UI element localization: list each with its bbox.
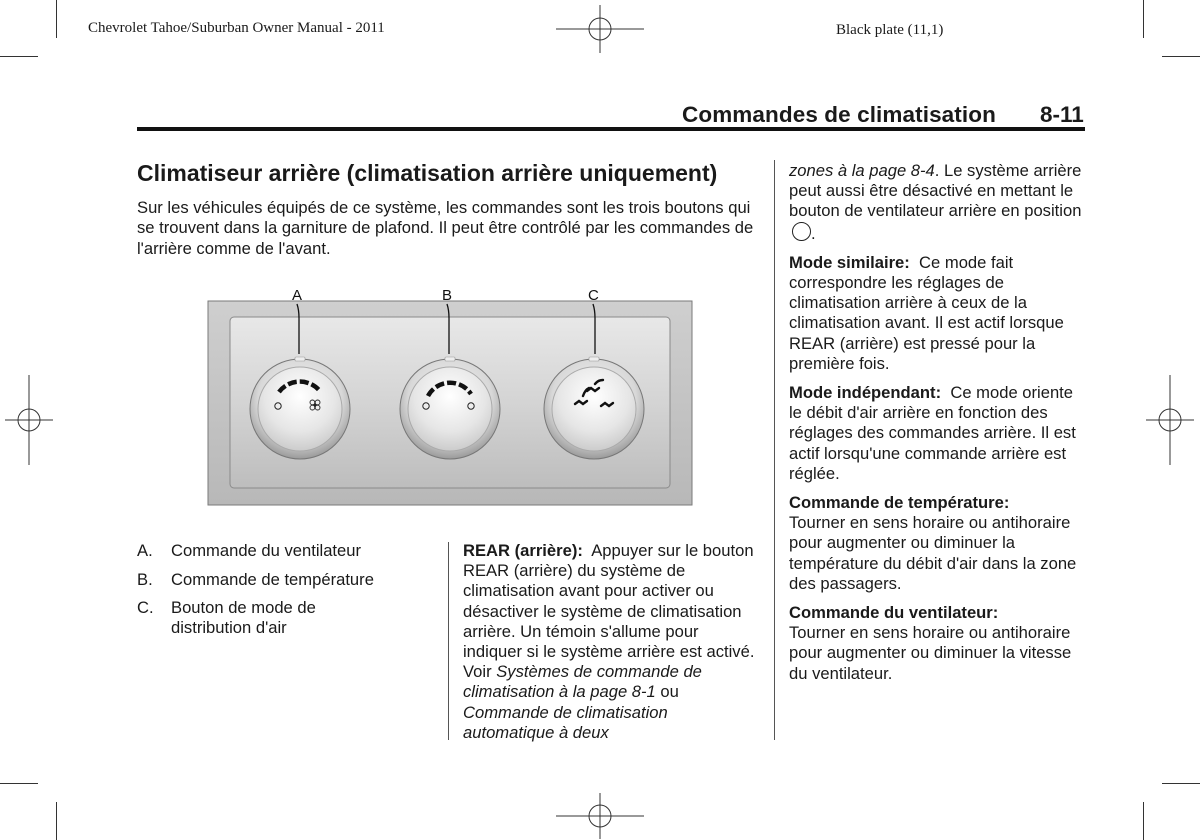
legend-item (137, 598, 437, 642)
rear-text: Appuyer sur le bouton REAR (arrière) du système de climatisation avant pour activer ou désactiver le système de climatisation arrière. Un témoin s'allume pour indiquer si le système arrière est activé. Voir (463, 541, 755, 682)
item-text: Tourner en sens horaire ou antihoraire pour augmenter ou diminuer la vitesse du ventilateur. (789, 623, 1072, 683)
rear-term: REAR (arrière): (463, 541, 583, 560)
item-term: Commande du ventilateur: (789, 603, 999, 623)
temperature-control-paragraph (789, 493, 1089, 594)
legend-text: Commande de température (171, 570, 374, 589)
article-intro: Sur les véhicules équipés de ce système, les commandes sont les trois boutons qui se trouvent dans la garniture de plafond. Il peut être contrôlé par les commandes de l'arrière comme de l'avant. (137, 198, 754, 258)
manual-title: Chevrolet Tahoe/Suburban Owner Manual - 2011 (88, 20, 385, 36)
registration-mark-icon (1146, 375, 1194, 465)
registration-mark-icon (5, 375, 53, 465)
crop-mark (1143, 0, 1144, 38)
legend-text: Commande du ventilateur (171, 541, 362, 560)
crop-mark (1162, 783, 1200, 784)
cross-reference-link[interactable]: zones à la page 8-4 (789, 161, 935, 180)
header-rule (137, 127, 1085, 131)
column-divider (448, 542, 449, 740)
crop-mark (56, 0, 57, 38)
registration-mark-icon (556, 5, 644, 53)
page-number: 8-11 (1040, 102, 1084, 127)
article-heading: Climatiseur arrière (climatisation arrière uniquement) (137, 160, 718, 186)
item-text: Ce mode oriente le débit d'air arrière en fonction des réglages des commandes arrière. Il est actif lorsqu'une commande arrière est réglée. (789, 383, 1076, 483)
continued-end: . (811, 223, 816, 243)
legend-letter: C. (137, 598, 154, 617)
section-title: Commandes de climatisation (682, 102, 996, 127)
callout-c: C (588, 287, 599, 304)
crop-mark (1143, 802, 1144, 840)
fan-control-paragraph (789, 603, 1089, 684)
item-text: Ce mode fait correspondre les réglages de climatisation arrière à ceux de la climatisation avant. Il est actif lorsque REAR (arrière) est pressé pour la première fois. (789, 252, 1064, 373)
crop-mark (0, 56, 38, 57)
rear-climate-control-figure (205, 284, 695, 509)
item-term: Commande de température: (789, 493, 1010, 513)
item-text: Tourner en sens horaire ou antihoraire pour augmenter ou diminuer la température du débit d'air dans la zone des passagers. (789, 513, 1077, 593)
plate-label: Black plate (11,1) (836, 22, 944, 38)
rear-button-paragraph (463, 541, 761, 743)
crop-mark (0, 783, 38, 784)
legend-letter: A. (137, 541, 153, 560)
legend-letter: B. (137, 570, 153, 589)
continued-paragraph (789, 161, 1089, 244)
legend-item (137, 570, 437, 592)
column-divider (774, 160, 775, 740)
crop-mark (1162, 56, 1200, 57)
right-column (789, 161, 1089, 693)
connector-text: ou (660, 682, 679, 702)
cross-reference-link[interactable]: Systèmes de commande de climatisation à la page 8-1 (463, 662, 702, 702)
registration-mark-icon (556, 793, 644, 839)
legend-text: Bouton de mode de distribution d'air (171, 598, 316, 638)
crop-mark (56, 802, 57, 840)
callout-b: B (442, 287, 453, 304)
mode-similar-paragraph (789, 253, 1089, 374)
cross-reference-link[interactable]: Commande de climatisation automatique à deux (463, 702, 668, 742)
item-term: Mode similaire: (789, 252, 910, 272)
legend-item (137, 541, 437, 563)
continued-text: . Le système arrière peut aussi être désactivé en mettant le bouton de ventilateur arrière en position (789, 161, 1082, 221)
off-circle-icon (792, 222, 811, 241)
mode-independent-paragraph (789, 383, 1089, 484)
callout-a: A (292, 287, 303, 304)
item-term: Mode indépendant: (789, 383, 942, 403)
